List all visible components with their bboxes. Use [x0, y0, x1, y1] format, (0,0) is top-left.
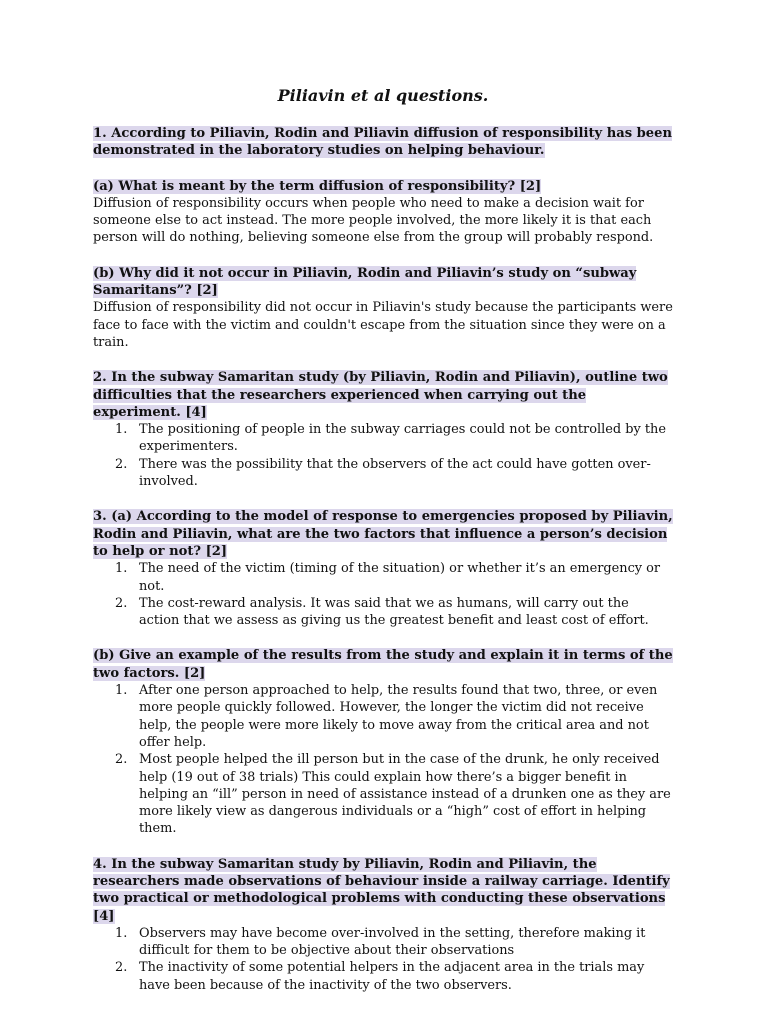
- answer-4-list: [93, 925, 673, 994]
- question-3b: (b) Give an example of the results from the study and explain it in terms of the two factors. [2]: [93, 648, 673, 681]
- answer-2-list: [93, 421, 673, 490]
- list-item: 1. The positioning of people in the subway carriages could not be controlled by the experimenters.: [115, 422, 666, 455]
- question-4: 4. In the subway Samaritan study by Piliavin, Rodin and Piliavin, the researchers made observations of behaviour inside a railway carriage. Identify two practical or methodological problems with conducting these observations [4]: [93, 856, 670, 924]
- question-1b: (b) Why did it not occur in Piliavin, Rodin and Piliavin’s study on “subway Samaritans”? [2]: [93, 265, 637, 299]
- list-item: 1. Observers may have become over-involved in the setting, therefore making it difficult for them to be objective about their observations: [115, 925, 646, 959]
- question-3a: 3. (a) According to the model of response to emergencies proposed by Piliavin, Rodin and Piliavin, what are the two factors that influence a person’s decision to help or not? [2]: [93, 509, 673, 559]
- list-item: 2. Most people helped the ill person but in the case of the drunk, he only received help (19 out of 38 trials) This could explain how there’s a bigger benefit in helping an “ill” person in need of assistance instead of a drunken one as they are more likely view as dangerous individuals or a “high” cost of effort in helping them.: [115, 752, 671, 837]
- list-item: 2. The cost-reward analysis. It was said that we as humans, will carry out the action that we assess as giving us the greatest benefit and least cost of effort.: [115, 595, 649, 629]
- list-item: 1. After one person approached to help, the results found that two, three, or even more people quickly followed. However, the longer the victim did not receive help, the people were more likely to move away from the critical area and not offer help.: [115, 683, 658, 750]
- question-2: 2. In the subway Samaritan study (by Piliavin, Rodin and Piliavin), outline two difficulties that the researchers experienced when carrying out the experiment. [4]: [93, 370, 668, 420]
- answer-1b: Diffusion of responsibility did not occur in Piliavin's study because the participants were face to face with the victim and couldn't escape from the situation since they were on a train.: [93, 300, 673, 350]
- list-item: 2. There was the possibility that the observers of the act could have gotten over-involved.: [115, 456, 651, 490]
- list-item: 2. The inactivity of some potential helpers in the adjacent area in the trials may have been because of the inactivity of the two observers.: [115, 960, 645, 993]
- answer-3a-list: [93, 560, 673, 629]
- document-page: [93, 86, 673, 994]
- question-1a: (a) What is meant by the term diffusion of responsibility? [2]: [93, 178, 542, 194]
- answer-3b-list: [93, 682, 673, 838]
- answer-1a: Diffusion of responsibility occurs when people who need to make a decision wait for someone else to act instead. The more people involved, the more likely it is that each person will do nothing, believing someone else from the group will probably respond.: [93, 195, 654, 246]
- question-1-heading: 1. According to Piliavin, Rodin and Piliavin diffusion of responsibility has been demonstrated in the laboratory studies on helping behaviour.: [93, 126, 672, 159]
- list-item: 1. The need of the victim (timing of the situation) or whether it’s an emergency or not.: [115, 561, 661, 594]
- page-title: Piliavin et al questions.: [277, 86, 489, 105]
